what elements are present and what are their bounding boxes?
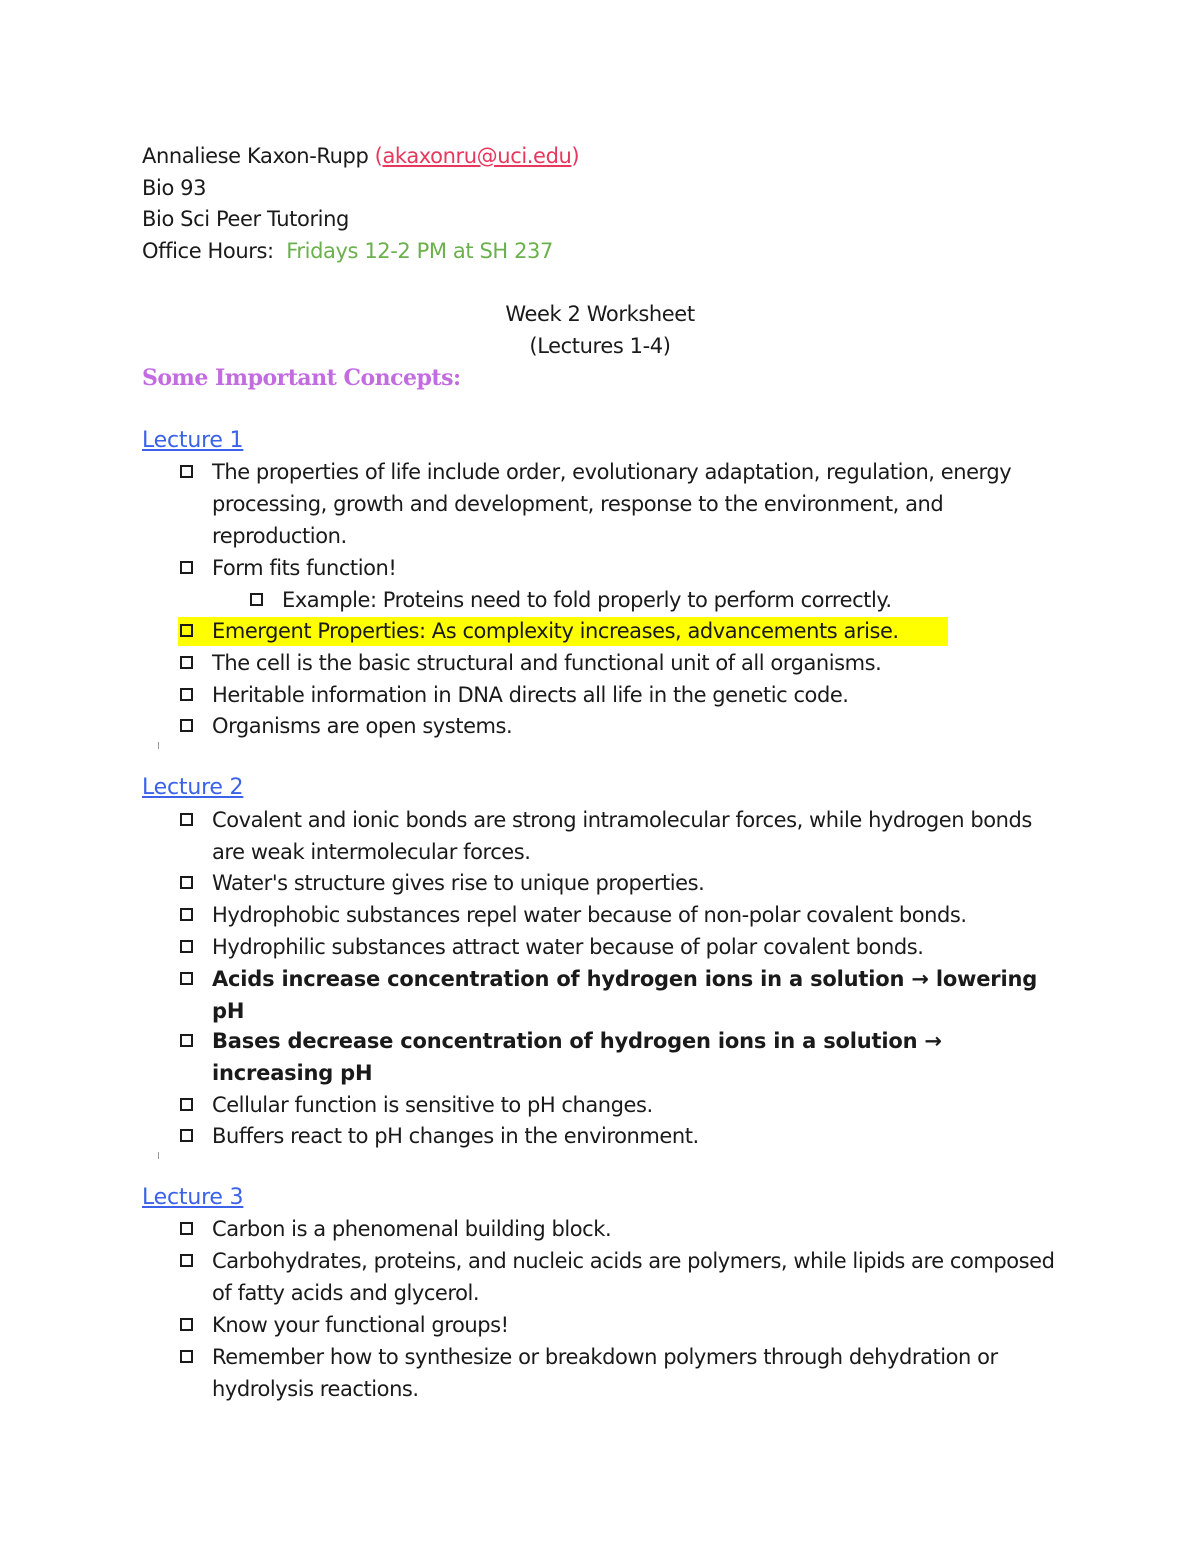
author-email-link[interactable]: akaxonru@uci.edu [382, 144, 572, 168]
checkbox-icon[interactable] [180, 1222, 193, 1235]
lecture-3-link[interactable]: Lecture 3 [142, 1185, 244, 1210]
lecture-1-link[interactable]: Lecture 1 [142, 428, 244, 453]
office-hours-value: Fridays 12-2 PM at SH 237 [286, 239, 553, 263]
office-hours [142, 235, 553, 267]
list-item: The cell is the basic structural and functional unit of all organisms. [178, 647, 1058, 679]
checkbox-icon[interactable] [180, 1034, 193, 1047]
program-name: Bio Sci Peer Tutoring [142, 207, 349, 231]
checkbox-icon[interactable] [180, 1350, 193, 1363]
list-item: Hydrophobic substances repel water because of non-polar covalent bonds. [178, 899, 1058, 931]
checkbox-icon[interactable] [180, 1129, 193, 1142]
lecture-2-link[interactable]: Lecture 2 [142, 775, 244, 800]
list-item: Remember how to synthesize or breakdown polymers through dehydration or hydrolysis reactions. [178, 1341, 1058, 1405]
paragraph-mark [158, 1152, 159, 1159]
checkbox-icon[interactable] [180, 624, 193, 637]
checkbox-icon[interactable] [180, 1098, 193, 1111]
list-item: Heritable information in DNA directs all life in the genetic code. [178, 679, 1058, 711]
checkbox-icon[interactable] [180, 972, 193, 985]
list-item-highlighted: Emergent Properties: As complexity increases, advancements arise. [178, 615, 1058, 647]
list-item: Acids increase concentration of hydrogen ions in a solution → lowering pH [178, 963, 1058, 1027]
author-line: Annaliese Kaxon-Rupp (akaxonru@uci.edu) [142, 144, 580, 168]
list-item: Cellular function is sensitive to pH changes. [178, 1089, 1058, 1121]
checkbox-icon[interactable] [180, 876, 193, 889]
checkbox-icon[interactable] [180, 561, 193, 574]
checkbox-icon[interactable] [180, 688, 193, 701]
paragraph-mark [158, 742, 159, 749]
list-item: Hydrophilic substances attract water because of polar covalent bonds. [178, 931, 1058, 963]
checkbox-icon[interactable] [250, 593, 263, 606]
course-name: Bio 93 [142, 176, 207, 200]
checkbox-icon[interactable] [180, 656, 193, 669]
list-item: Covalent and ionic bonds are strong intramolecular forces, while hydrogen bonds are weak intermolecular forces. [178, 804, 1058, 868]
list-item: Carbohydrates, proteins, and nucleic acids are polymers, while lipids are composed of fatty acids and glycerol. [178, 1245, 1058, 1309]
list-item: The properties of life include order, evolutionary adaptation, regulation, energy processing, growth and development, response to the environment, and reproduction. [178, 456, 1058, 552]
worksheet-subtitle: (Lectures 1-4) [529, 334, 671, 358]
list-item: Know your functional groups! [178, 1309, 1058, 1341]
checkbox-icon[interactable] [180, 813, 193, 826]
section-heading: Some Important Concepts: [142, 365, 461, 391]
list-item: Carbon is a phenomenal building block. [178, 1213, 1058, 1245]
checkbox-icon[interactable] [180, 1318, 193, 1331]
list-item: Buffers react to pH changes in the environment. [178, 1120, 1058, 1152]
checkbox-icon[interactable] [180, 908, 193, 921]
list-item: Form fits function! [178, 552, 1058, 584]
author-name: Annaliese Kaxon-Rupp [142, 144, 369, 168]
list-item: Water's structure gives rise to unique properties. [178, 867, 1058, 899]
checkbox-icon[interactable] [180, 465, 193, 478]
checkbox-icon[interactable] [180, 1254, 193, 1267]
list-item: Bases decrease concentration of hydrogen ions in a solution → increasing pH [178, 1025, 1058, 1089]
list-item: Organisms are open systems. [178, 710, 1058, 742]
worksheet-title: Week 2 Worksheet [505, 302, 695, 326]
checkbox-icon[interactable] [180, 940, 193, 953]
checkbox-icon[interactable] [180, 719, 193, 732]
office-hours-label: Office Hours: [142, 239, 274, 263]
list-item-sub: Example: Proteins need to fold properly to perform correctly. [248, 584, 1058, 616]
